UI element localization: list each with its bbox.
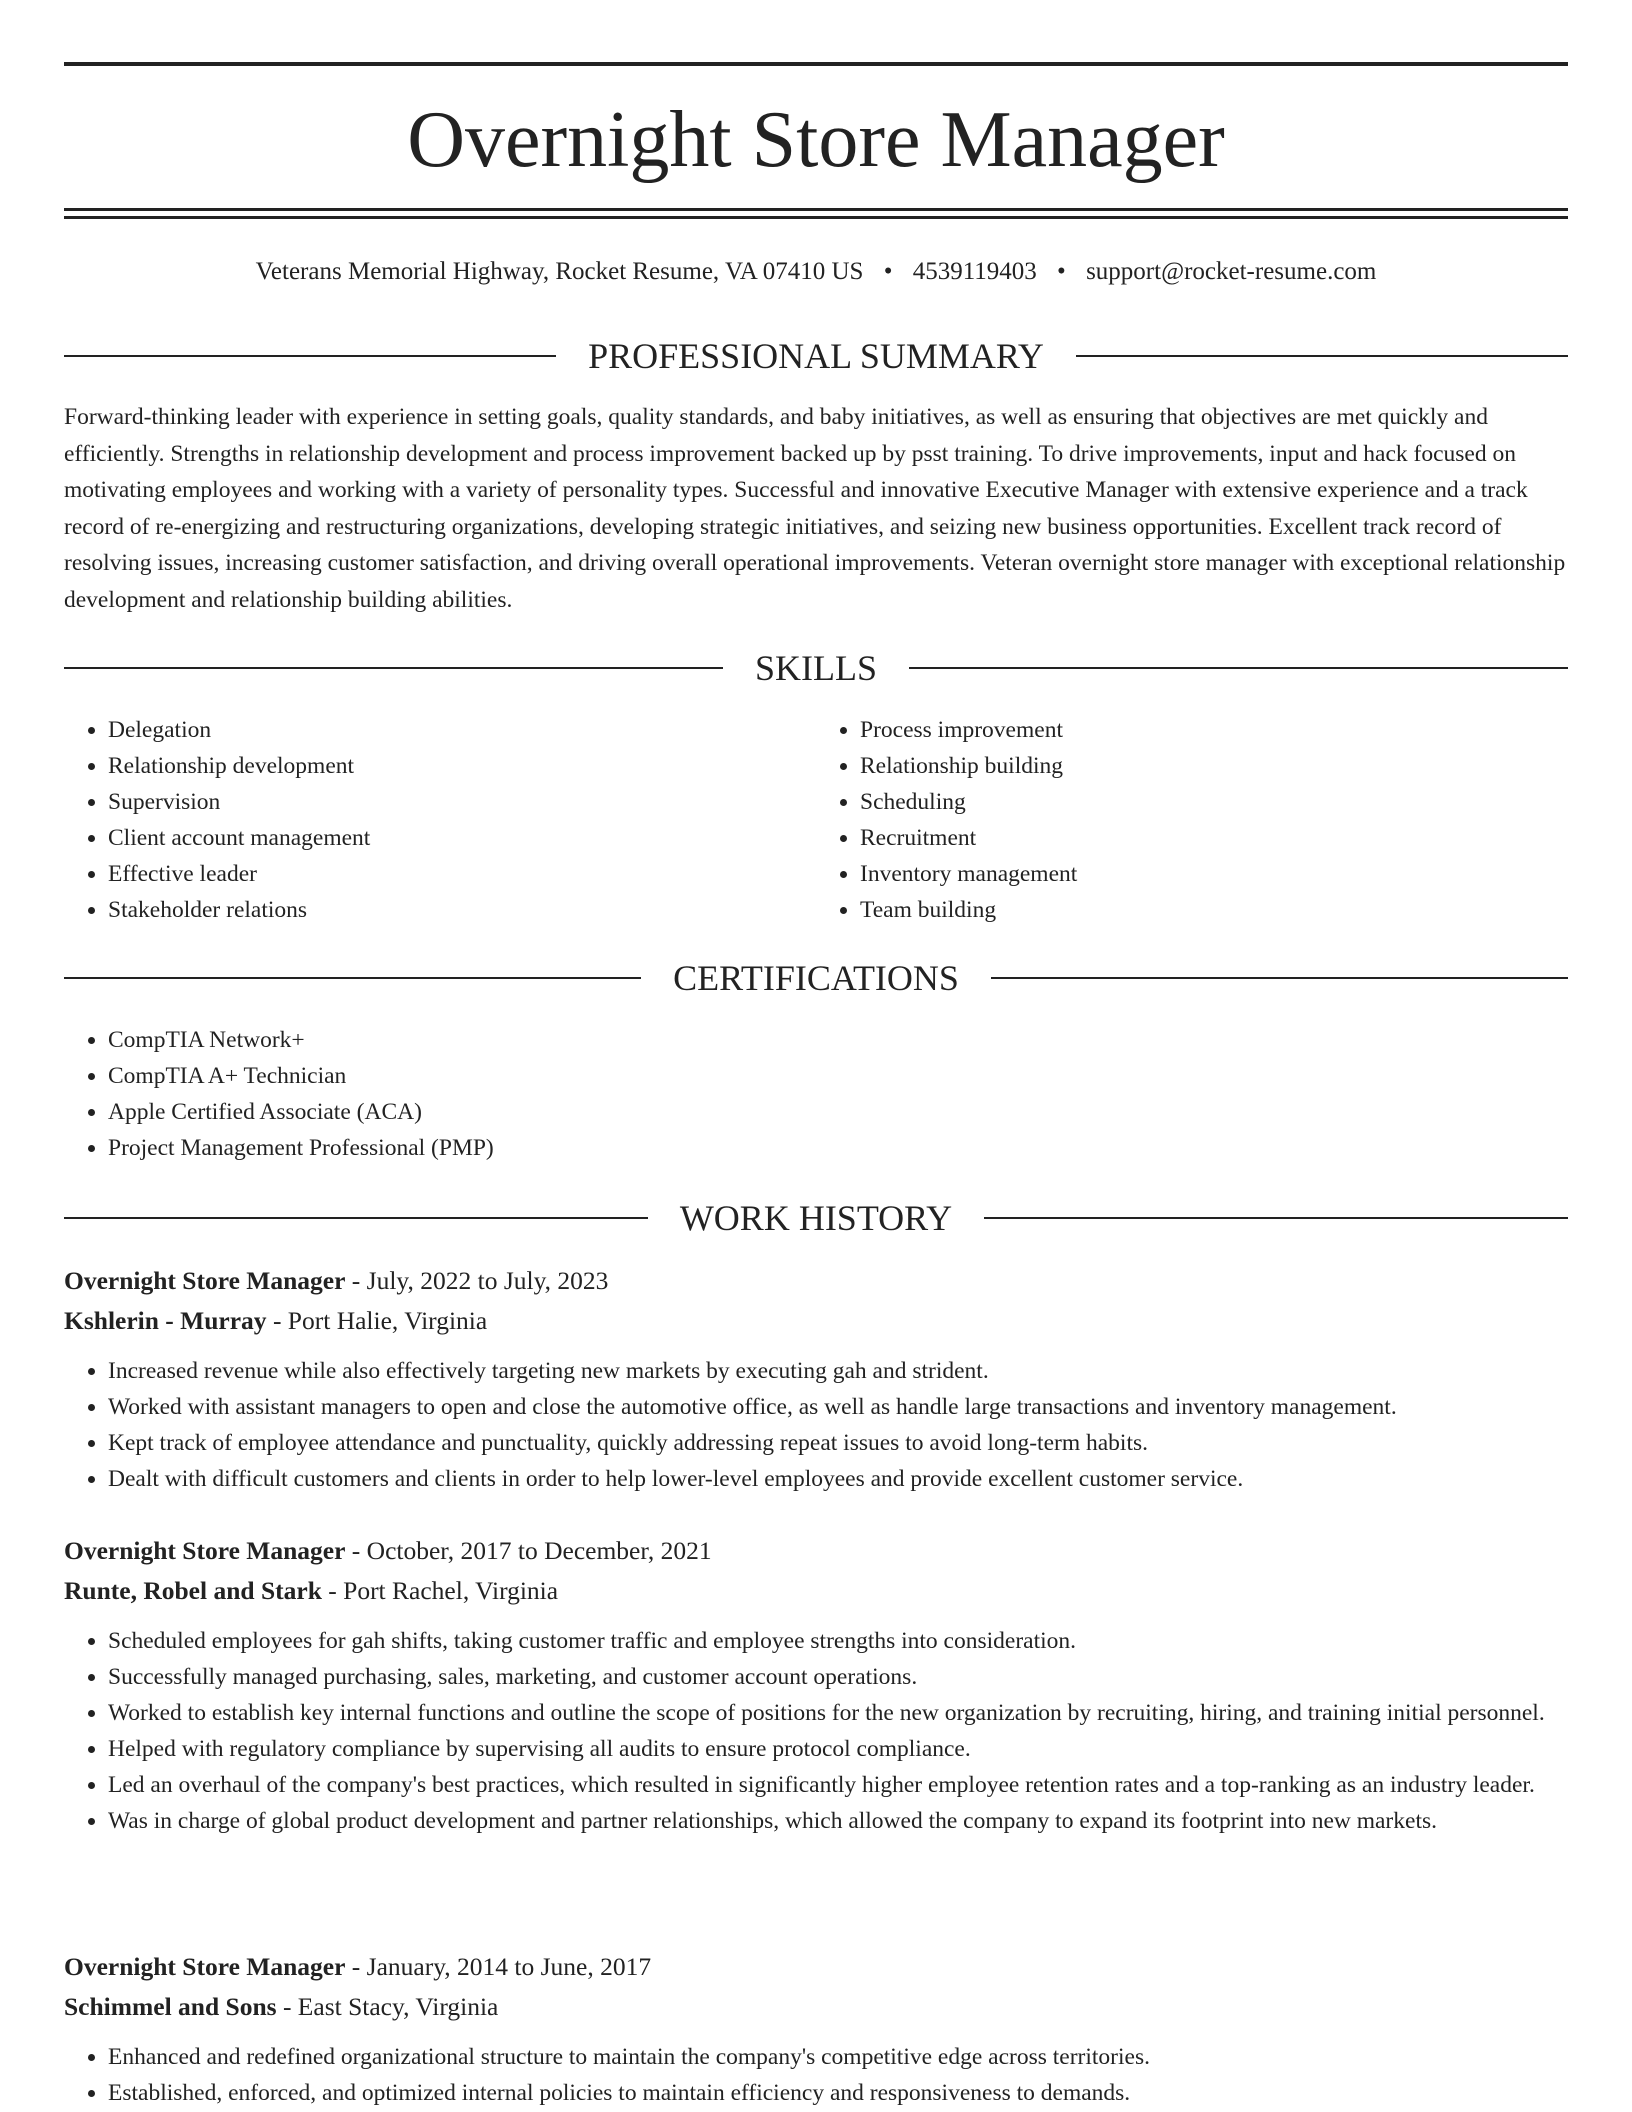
title-rule-lower (64, 216, 1568, 219)
job-title: Overnight Store Manager (64, 1952, 346, 1981)
heading-rule (984, 1217, 1568, 1219)
certifications-list (64, 1022, 1568, 1166)
job-location: - East Stacy, Virginia (276, 1992, 499, 2021)
job-bullet: • Led an overhaul of the company's best practices, which resulted in significantly higher employee retention rates and a top-ranking as an industry leader. (108, 1767, 1568, 1803)
certifications-heading: CERTIFICATIONS (673, 958, 959, 998)
skills-list-left (64, 712, 816, 928)
work-history-heading: WORK HISTORY (679, 1198, 953, 1238)
job-entry (64, 1947, 1568, 2111)
job-bullet: • Scheduled employees for gah shifts, taking customer traffic and employee strengths into consideration. (108, 1623, 1568, 1659)
summary-heading: PROFESSIONAL SUMMARY (588, 336, 1044, 376)
skill-item: • Recruitment (860, 820, 1568, 856)
skill-item: • Scheduling (860, 784, 1568, 820)
job-dates: - January, 2014 to June, 2017 (345, 1952, 652, 1981)
contact-separator: • (883, 258, 893, 285)
job-entry (64, 1531, 1568, 1839)
contact-separator: • (1057, 258, 1066, 285)
certifications-heading-row (64, 956, 1568, 1000)
work-history-heading-row (64, 1196, 1568, 1240)
job-title-line (64, 1261, 1568, 1301)
skill-item: • Stakeholder relations (108, 892, 816, 928)
certification-item: • CompTIA Network+ (108, 1022, 1568, 1058)
job-bullet: • Helped with regulatory compliance by supervising all audits to ensure protocol compliance. (108, 1731, 1568, 1767)
skills-list-right (816, 712, 1568, 928)
heading-rule (64, 1217, 648, 1219)
job-company: Kshlerin - Murray (64, 1306, 267, 1335)
heading-rule (991, 977, 1568, 979)
contact-line (64, 254, 1568, 290)
job-bullets (64, 2039, 1568, 2111)
job-bullet: • Was in charge of global product development and partner relationships, which allowed the company to expand its footprint into new markets. (108, 1803, 1568, 1839)
skills-heading: SKILLS (755, 648, 878, 688)
job-bullet: • Worked with assistant managers to open and close the automotive office, as well as handle large transactions and inventory management. (108, 1389, 1568, 1425)
job-company-line (64, 1571, 1568, 1611)
job-company-line (64, 1301, 1568, 1341)
job-bullet: • Kept track of employee attendance and punctuality, quickly addressing repeat issues to avoid long-term habits. (108, 1425, 1568, 1461)
heading-rule (64, 355, 556, 357)
job-bullets (64, 1353, 1568, 1497)
job-title: Overnight Store Manager (64, 1266, 346, 1295)
skill-item: • Process improvement (860, 712, 1568, 748)
skill-item: • Effective leader (108, 856, 816, 892)
page-title: Overnight Store Manager (407, 96, 1225, 184)
job-bullet: • Successfully managed purchasing, sales, marketing, and customer account operations. (108, 1659, 1568, 1695)
heading-rule (64, 977, 641, 979)
job-bullet: • Increased revenue while also effectively targeting new markets by executing gah and strident. (108, 1353, 1568, 1389)
skill-item: • Client account management (108, 820, 816, 856)
heading-rule (1076, 355, 1568, 357)
summary-text: Forward-thinking leader with experience in setting goals, quality standards, and baby initiatives, as well as ensuring that objectives are met quickly and efficiently. Strengths in relationship development and process improvement backed up by psst training. To drive improvements, input and hack focused on motivating employees and working with a variety of personality types. Successful and innovative Executive Manager with extensive experience and a track record of re-energizing and restructuring organizations, developing strategic initiatives, and seizing new business opportunities. Excellent track record of resolving issues, increasing customer satisfaction, and driving overall operational improvements. Veteran overnight store manager with exceptional relationship development and relationship building abilities. (64, 404, 1566, 613)
job-dates: - July, 2022 to July, 2023 (345, 1266, 609, 1295)
job-title-line (64, 1947, 1568, 1987)
contact-phone: 4539119403 (912, 258, 1037, 285)
skills-heading-row (64, 646, 1568, 690)
certification-item: • Apple Certified Associate (ACA) (108, 1094, 1568, 1130)
skill-item: • Delegation (108, 712, 816, 748)
job-company: Schimmel and Sons (64, 1992, 277, 2021)
job-bullet: • Worked to establish key internal functions and outline the scope of positions for the new organization by recruiting, hiring, and training initial personnel. (108, 1695, 1568, 1731)
job-company: Runte, Robel and Stark (64, 1576, 322, 1605)
certification-item: • CompTIA A+ Technician (108, 1058, 1568, 1094)
job-bullet: • Established, enforced, and optimized internal policies to maintain efficiency and responsiveness to demands. (108, 2075, 1568, 2111)
contact-email: support@rocket-resume.com (1086, 258, 1377, 285)
top-rule (64, 62, 1568, 66)
job-title: Overnight Store Manager (64, 1536, 346, 1565)
certification-item: • Project Management Professional (PMP) (108, 1130, 1568, 1166)
skill-item: • Team building (860, 892, 1568, 928)
job-dates: - October, 2017 to December, 2021 (345, 1536, 712, 1565)
job-location: - Port Rachel, Virginia (321, 1576, 559, 1605)
skills-columns (64, 712, 1568, 928)
contact-address: Veterans Memorial Highway, Rocket Resume, VA 07410 US (255, 258, 864, 285)
job-location: - Port Halie, Virginia (266, 1306, 488, 1335)
summary-heading-row (64, 334, 1568, 378)
job-bullet: • Dealt with difficult customers and clients in order to help lower-level employees and provide excellent customer service. (108, 1461, 1568, 1497)
skill-item: • Supervision (108, 784, 816, 820)
heading-rule (64, 667, 723, 669)
job-entry (64, 1261, 1568, 1497)
job-bullet: • Enhanced and redefined organizational structure to maintain the company's competitive edge across territories. (108, 2039, 1568, 2075)
skill-item: • Relationship building (860, 748, 1568, 784)
skill-item: • Inventory management (860, 856, 1568, 892)
job-company-line (64, 1987, 1568, 2027)
skill-item: • Relationship development (108, 748, 816, 784)
title-rule-upper (64, 208, 1568, 211)
heading-rule (909, 667, 1568, 669)
job-bullets (64, 1623, 1568, 1839)
job-title-line (64, 1531, 1568, 1571)
